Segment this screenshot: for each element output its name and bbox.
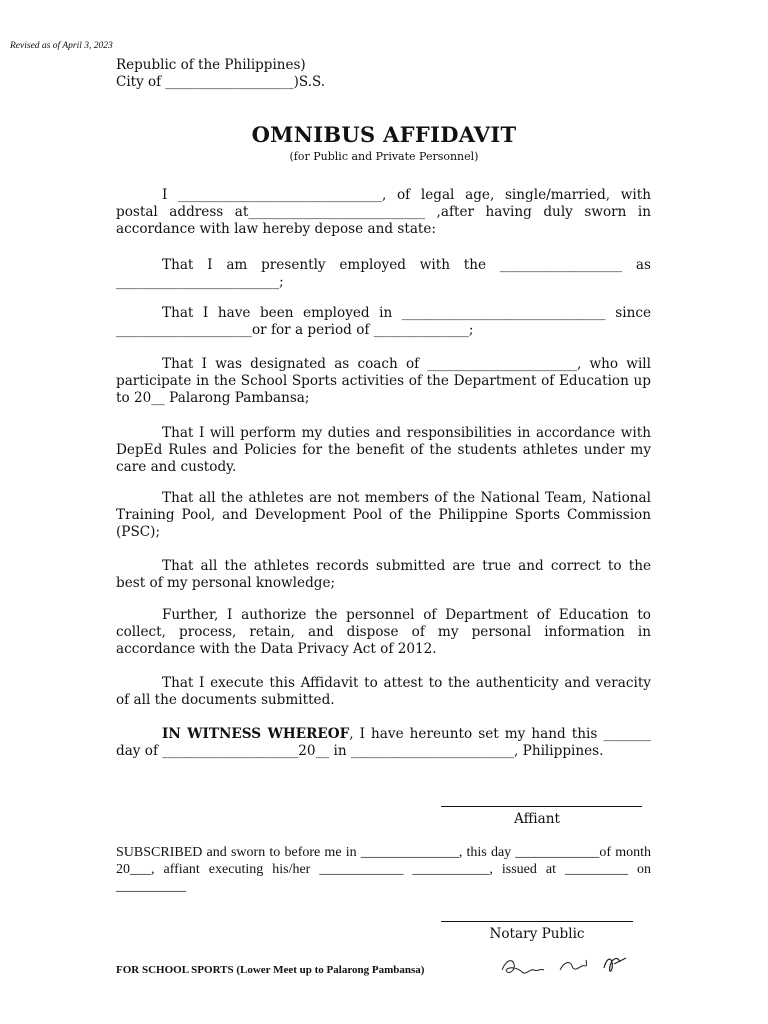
paragraph-athletes-status-text: That all the athletes are not members of the National Team, National Training Pool, and Development Pool of the Philippine Sports Commission (PSC);	[116, 490, 651, 541]
paragraph-attest	[116, 675, 651, 709]
affiant-label: Affiant	[514, 811, 560, 827]
paragraph-identity	[116, 187, 651, 239]
subscribed-paragraph: SUBSCRIBED and sworn to before me in ______________, this day ____________of month 20___, affiant executing his/her ____________ ___________, issued at _________ on __________	[116, 845, 651, 894]
witness-heading: IN WITNESS WHEREOF	[162, 726, 350, 742]
paragraph-records-text: That all the athletes records submitted are true and correct to the best of my personal knowledge;	[116, 558, 651, 592]
paragraph-employment	[116, 257, 651, 291]
document-title: OMNIBUS AFFIDAVIT	[251, 122, 517, 147]
revision-note: Revised as of April 3, 2023	[10, 41, 113, 51]
paragraph-athletes-status	[116, 490, 651, 542]
paragraph-attest-text: That I execute this Affidavit to attest to the authenticity and veracity of all the documents submitted.	[116, 675, 651, 709]
paragraph-witness	[116, 726, 651, 760]
handwritten-initials	[496, 948, 636, 984]
paragraph-records	[116, 558, 651, 592]
paragraph-coach	[116, 356, 651, 408]
signature-stroke-3	[604, 958, 626, 971]
paragraph-employment-period-text: That I have been employed in ______________________________ since ____________________or for a period of ______________;	[116, 305, 651, 339]
paragraph-employment-text: That I am presently employed with the __________________ as ________________________;	[116, 257, 651, 291]
notary-public-label: Notary Public	[489, 926, 585, 942]
venue-line-city: City of ___________________)S.S.	[116, 74, 326, 90]
notary-signature-line	[441, 921, 633, 922]
footer-note: FOR SCHOOL SPORTS (Lower Meet up to Palarong Pambansa)	[116, 964, 425, 976]
paragraph-identity-text: I ______________________________, of legal age, single/married, with postal address at__________________________ ,after having duly sworn in accordance with law hereby depose and state:	[116, 187, 651, 238]
signature-stroke-1	[502, 961, 544, 974]
paragraph-duties-text: That I will perform my duties and responsibilities in accordance with DepEd Rules and Policies for the benefit of the students athletes under my care and custody.	[116, 425, 651, 476]
paragraph-duties	[116, 425, 651, 477]
paragraph-coach-text: That I was designated as coach of ______________________, who will participate in the School Sports activities of the Department of Education up to 20__ Palarong Pambansa;	[116, 356, 651, 407]
paragraph-privacy	[116, 607, 651, 659]
document-subtitle: (for Public and Private Personnel)	[289, 150, 479, 163]
paragraph-witness-text: , I have hereunto set my hand this _______ day of ____________________20__ in ________________________, Philippines.	[116, 726, 651, 760]
signature-stroke-2	[560, 960, 587, 970]
paragraph-employment-period	[116, 305, 651, 339]
paragraph-privacy-text: Further, I authorize the personnel of Department of Education to collect, process, retain, and dispose of my personal information in accordance with the Data Privacy Act of 2012.	[116, 607, 651, 658]
venue-line-country: Republic of the Philippines)	[116, 57, 306, 73]
affiant-signature-line	[441, 806, 642, 807]
